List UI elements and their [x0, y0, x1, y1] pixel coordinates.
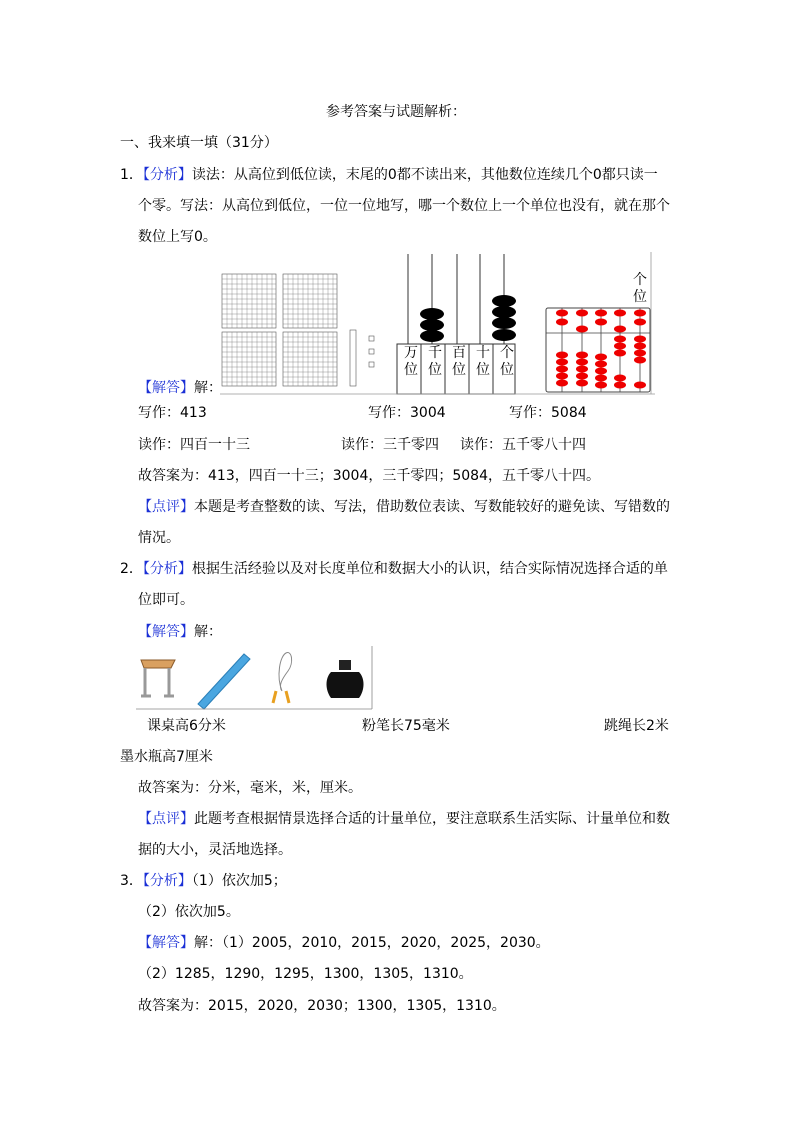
question-number: 1． [120, 167, 143, 183]
place-label: 千位 [428, 345, 442, 378]
answer-tag: 【解答】 [138, 624, 194, 640]
q3-line1 [120, 871, 287, 891]
write-3: 写作：5084 [509, 405, 587, 421]
analysis-text: 读法：从高位到低位读，末尾的0都不读出来，其他数位连续几个0都只读一 [191, 167, 658, 183]
analysis-text: 数位上写0。 [138, 229, 217, 245]
analysis-text: 个零。写法：从高位到低位，一位一位地写，哪一个数位上一个单位也没有，就在那个 [138, 198, 670, 214]
answer-prefix: 解： [194, 935, 222, 951]
analysis-text: （2）依次加5。 [138, 904, 240, 920]
caption-desk: 课桌高6分米 [147, 718, 226, 734]
comment-tag: 【点评】 [138, 811, 194, 827]
jump-rope-icon [273, 653, 292, 703]
ruler-icon [198, 654, 250, 709]
answer-tag: 【解答】 [138, 935, 194, 951]
answer-line [138, 622, 222, 642]
answer-line [138, 933, 550, 953]
analysis-tag: 【分析】 [142, 873, 192, 889]
analysis-text: 位即可。 [138, 592, 194, 608]
analysis-text: （1）依次加5； [191, 873, 287, 889]
comment-text: 本题是考查整数的读、写法，借助数位表读、写数能较好的避免读、写错数的 [194, 499, 670, 515]
place-label: 十位 [476, 345, 490, 378]
measurement-objects-figure [136, 646, 374, 710]
comment-tag: 【点评】 [138, 499, 194, 515]
caption-chalk: 粉笔长75毫米 [362, 718, 450, 734]
read-1: 读作：四百一十三 [138, 437, 250, 453]
answer-text: （1）2005，2010，2015，2020，2025，2030。 [222, 935, 550, 951]
analysis-tag: 【分析】 [142, 561, 192, 577]
answer-prefix: 解： [194, 380, 222, 396]
comment-text: 据的大小，灵活地选择。 [138, 842, 292, 858]
analysis-tag: 【分析】 [142, 167, 192, 183]
question-number: 3． [120, 873, 143, 889]
page-title: 参考答案与试题解析： [326, 104, 466, 120]
final-answer: 故答案为：413，四百一十三；3004，三千零四；5084，五千零八十四。 [138, 468, 600, 484]
final-answer: 故答案为：分米，毫米，米，厘米。 [138, 780, 362, 796]
q2-line1 [120, 559, 668, 579]
write-2: 写作：3004 [368, 405, 446, 421]
comment-text: 此题考查根据情景选择合适的计量单位，要注意联系生活实际、计量单位和数 [194, 811, 670, 827]
analysis-text: 根据生活经验以及对长度单位和数据大小的认识，结合实际情况选择合适的单 [191, 561, 668, 577]
read-3: 读作：五千零八十四 [460, 437, 586, 453]
answer-tag: 【解答】 [138, 380, 194, 396]
answer-prefix: 解： [194, 624, 222, 640]
comment-line [138, 497, 670, 517]
question-number: 2． [120, 561, 143, 577]
answer-line [138, 378, 222, 398]
desk-icon [141, 660, 175, 696]
comment-line [138, 809, 670, 829]
write-1: 写作：413 [138, 405, 207, 421]
place-label: 万位 [404, 345, 418, 378]
abacus-label: 个位 [633, 272, 647, 305]
comment-text: 情况。 [138, 530, 180, 546]
section-heading: 一、我来填一填（31分） [120, 135, 278, 151]
q1-line1 [120, 165, 658, 185]
place-label: 百位 [452, 345, 466, 378]
caption-rope: 跳绳长2米 [604, 718, 669, 734]
final-answer: 故答案为：2015，2020，2030；1300，1305，1310。 [138, 998, 506, 1014]
ink-bottle-icon [327, 660, 364, 698]
place-label: 个位 [500, 345, 514, 378]
answer-text: （2）1285，1290，1295，1300，1305，1310。 [138, 966, 473, 982]
caption-ink: 墨水瓶高7厘米 [120, 749, 213, 765]
read-2: 读作：三千零四 [341, 437, 439, 453]
